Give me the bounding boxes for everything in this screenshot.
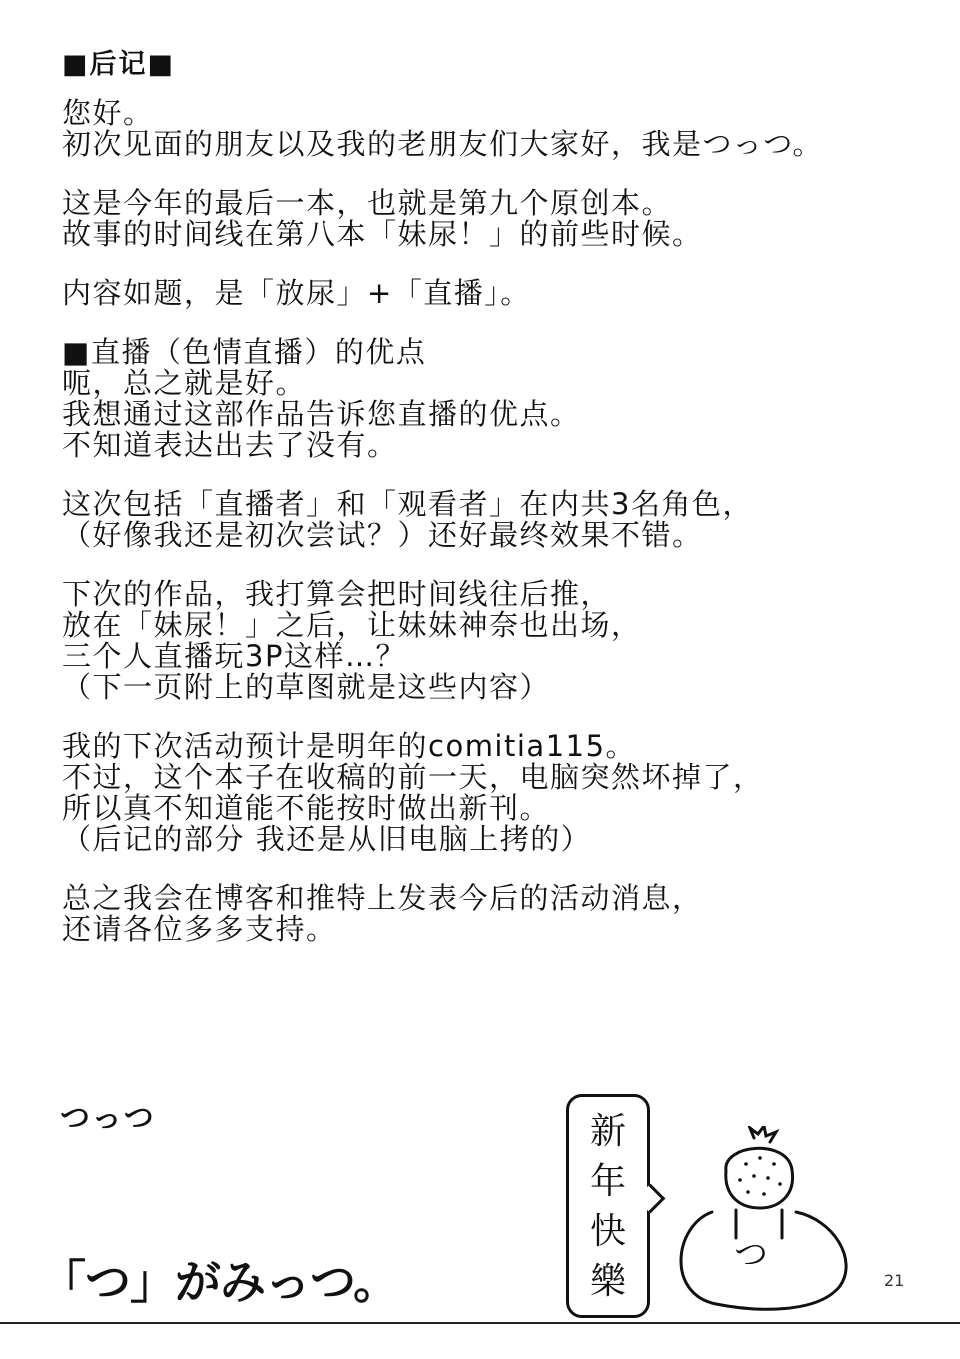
circle-logo: 「つ」がみっつ。	[40, 1255, 399, 1309]
text-line: 不知道表达出去了没有。	[62, 428, 398, 462]
bubble-char: 新	[589, 1111, 626, 1152]
text-line: 初次见面的朋友以及我的老朋友们大家好，我是つっつ。	[62, 127, 824, 161]
paragraph-book-info	[62, 188, 882, 250]
text-line: （下一页附上的草图就是这些内容）	[62, 670, 551, 704]
text-line: 不过，这个本子在收稿的前一天，电脑突然坏掉了，	[62, 760, 764, 794]
text-line: 呃，总之就是好。	[62, 366, 307, 400]
afterword-body	[62, 98, 882, 973]
text-line: 这次包括「直播者」和「观看者」在内共3名角色，	[62, 487, 753, 521]
text-line: 这是今年的最后一本，也就是第九个原创本。	[62, 186, 673, 220]
page-number: 21	[884, 1271, 905, 1290]
bubble-char: 樂	[589, 1261, 626, 1302]
drawing-text: つ	[734, 1235, 768, 1275]
paragraph-characters	[62, 489, 882, 551]
text-line: 故事的时间线在第八本「妹尿！」的前些时候。	[62, 217, 703, 251]
text-line: （后记的部分 我还是从旧电脑上拷的）	[62, 822, 592, 856]
afterword-title: ■后记■	[62, 49, 176, 80]
text-line: （好像我还是初次尝试？）还好最终效果不错。	[62, 518, 703, 552]
text-line: 内容如题，是「放尿」+「直播」。	[62, 276, 531, 310]
bubble-char: 快	[589, 1211, 626, 1252]
text-line: 我想通过这部作品告诉您直播的优点。	[62, 397, 581, 431]
paragraph-greeting	[62, 98, 882, 160]
text-line: 我的下次活动预计是明年的comitia115。	[62, 729, 637, 763]
text-line: 放在「妹尿！」之后，让妹妹神奈也出场，	[62, 608, 642, 642]
bubble-char: 年	[589, 1161, 626, 1202]
author-signature: つっつ	[60, 1101, 156, 1136]
mascot-drawing	[656, 1126, 856, 1316]
paragraph-next-event	[62, 731, 882, 855]
text-line: ■直播（色情直播）的优点	[62, 335, 427, 369]
bottom-divider	[0, 1322, 960, 1324]
paragraph-closing	[62, 883, 882, 945]
paragraph-next-work	[62, 579, 882, 703]
bubble-text	[569, 1107, 647, 1307]
text-line: 所以真不知道能不能按时做出新刊。	[62, 791, 551, 825]
text-line: 您好。	[62, 96, 154, 130]
paragraph-livestream-merits	[62, 337, 882, 461]
text-line: 还请各位多多支持。	[62, 912, 337, 946]
speech-bubble	[566, 1094, 650, 1318]
text-line: 下次的作品，我打算会把时间线往后推，	[62, 577, 612, 611]
text-line: 三个人直播玩3P这样…？	[62, 639, 406, 673]
strawberry-leaf-icon	[750, 1126, 776, 1142]
paragraph-content-theme	[62, 278, 882, 309]
text-line: 总之我会在博客和推特上发表今后的活动消息，	[62, 881, 703, 915]
